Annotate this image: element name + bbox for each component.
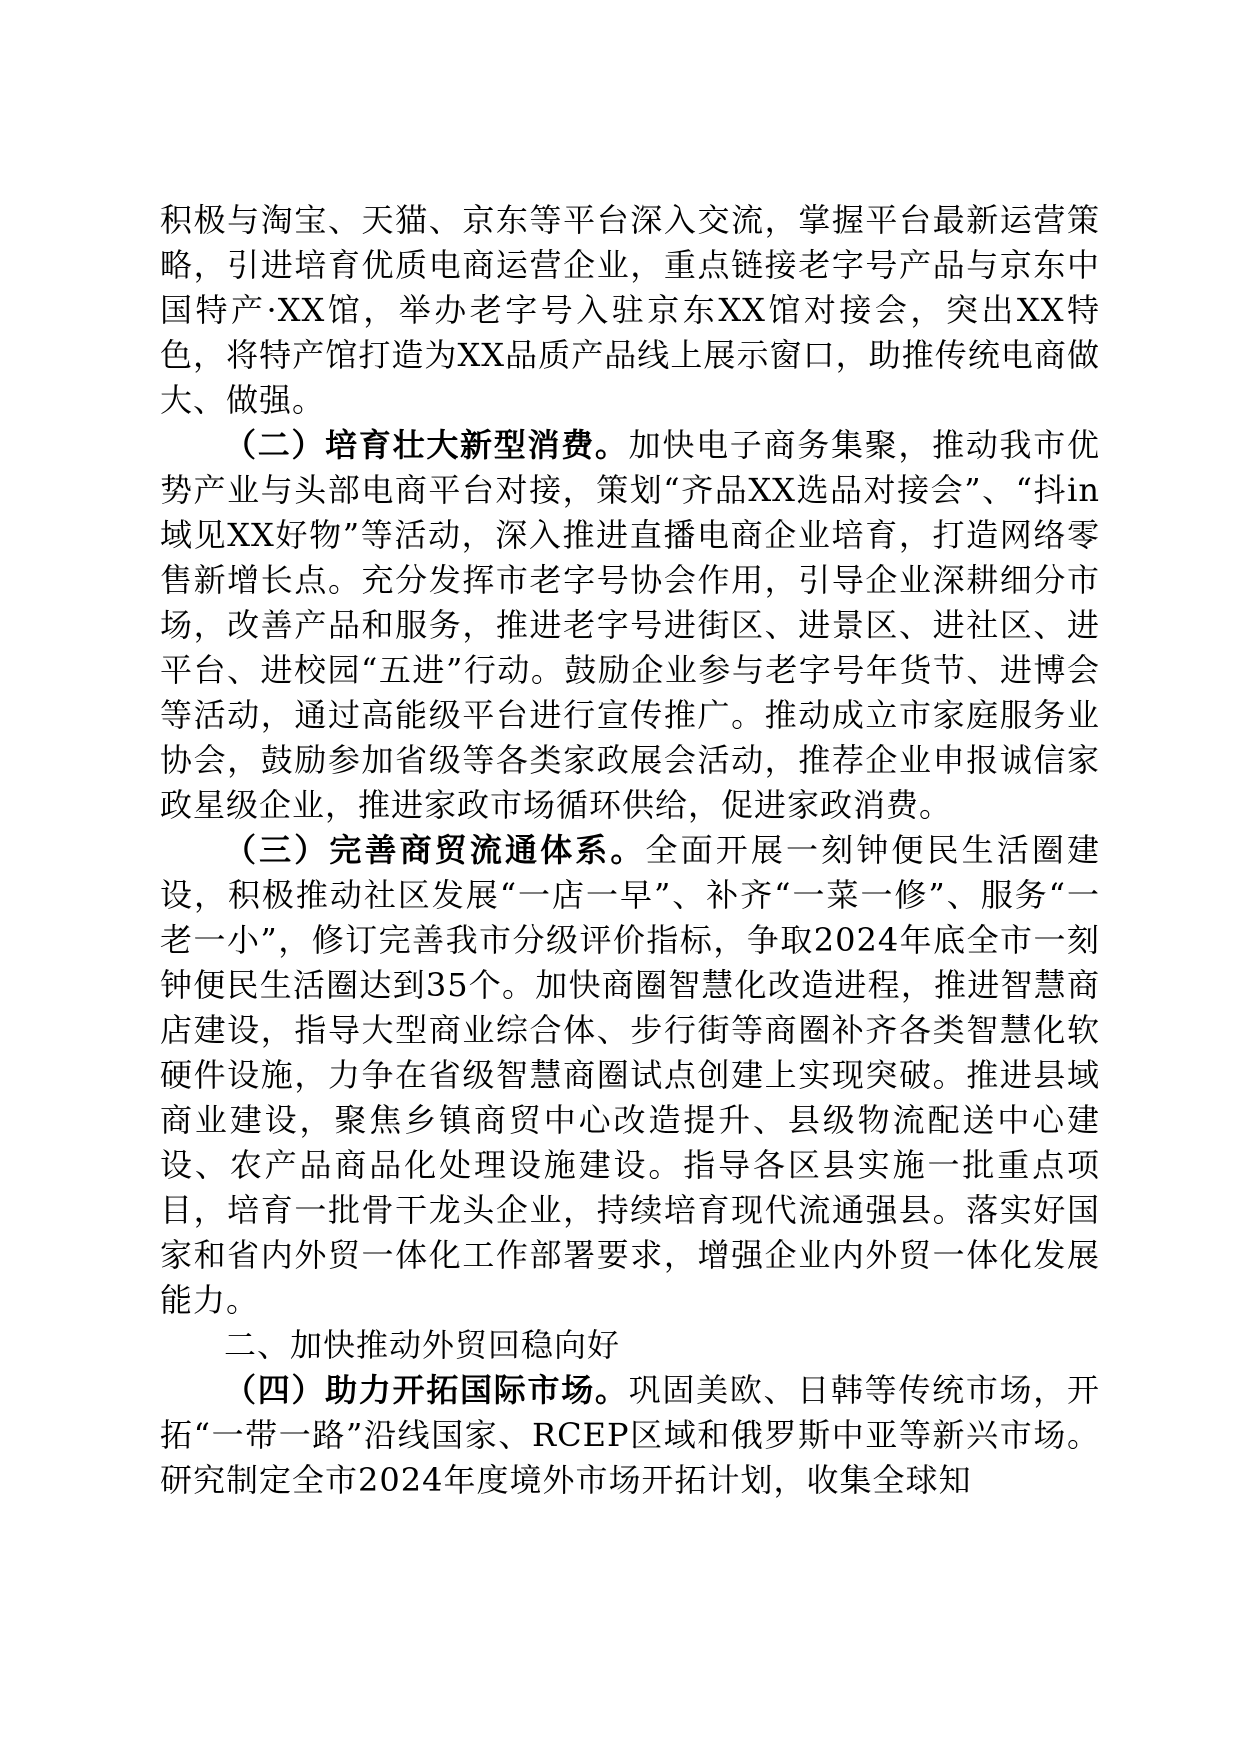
- paragraph-continued: [160, 198, 1100, 423]
- paragraph-lead: （二）培育壮大新型消费。: [224, 426, 629, 464]
- paragraph-cultivate-new-consumption: [160, 423, 1100, 828]
- paragraph-lead: （三）完善商贸流通体系。: [224, 831, 646, 869]
- paragraph-text: 全面开展一刻钟便民生活圈建设，积极推动社区发展“一店一早”、补齐“一菜一修”、服务“一老一小”，修订完善我市分级评价指标，争取2024年底全市一刻钟便民生活圈达到35个。加快商圈智慧化改造进程，推进智慧商店建设，指导大型商业综合体、步行街等商圈补齐各类智慧化软硬件设施，力争在省级智慧商圈试点创建上实现突破。推进县域商业建设，聚焦乡镇商贸中心改造提升、县级物流配送中心建设、农产品商品化处理设施建设。指导各区县实施一批重点项目，培育一批骨干龙头企业，持续培育现代流通强县。落实好国家和省内外贸一体化工作部署要求，增强企业内外贸一体化发展能力。: [160, 831, 1100, 1319]
- paragraph-lead: （四）助力开拓国际市场。: [224, 1371, 629, 1409]
- paragraph-text: 积极与淘宝、天猫、京东等平台深入交流，掌握平台最新运营策略，引进培育优质电商运营企业，重点链接老字号产品与京东中国特产·XX馆，举办老字号入驻京东XX馆对接会，突出XX特色，将特产馆打造为XX品质产品线上展示窗口，助推传统电商做大、做强。: [160, 201, 1100, 419]
- section-heading: 二、加快推动外贸回稳向好: [224, 1326, 621, 1364]
- paragraph-international-market: [160, 1368, 1100, 1503]
- paragraph-text: 巩固美欧、日韩等传统市场，开拓“一带一路”沿线国家、RCEP区域和俄罗斯中亚等新兴市场。研究制定全市2024年度境外市场开拓计划，收集全球知: [160, 1371, 1100, 1499]
- paragraph-text: 加快电子商务集聚，推动我市优势产业与头部电商平台对接，策划“齐品XX选品对接会”、“抖in域见XX好物”等活动，深入推进直播电商企业培育，打造网络零售新增长点。充分发挥市老字号协会作用，引导企业深耕细分市场，改善产品和服务，推进老字号进街区、进景区、进社区、进平台、进校园“五进”行动。鼓励企业参与老字号年货节、进博会等活动，通过高能级平台进行宣传推广。推动成立市家庭服务业协会，鼓励参加省级等各类家政展会活动，推荐企业申报诚信家政星级企业，推进家政市场循环供给，促进家政消费。: [160, 426, 1100, 824]
- paragraph-commerce-circulation: [160, 828, 1100, 1323]
- document-body: [160, 198, 1100, 1503]
